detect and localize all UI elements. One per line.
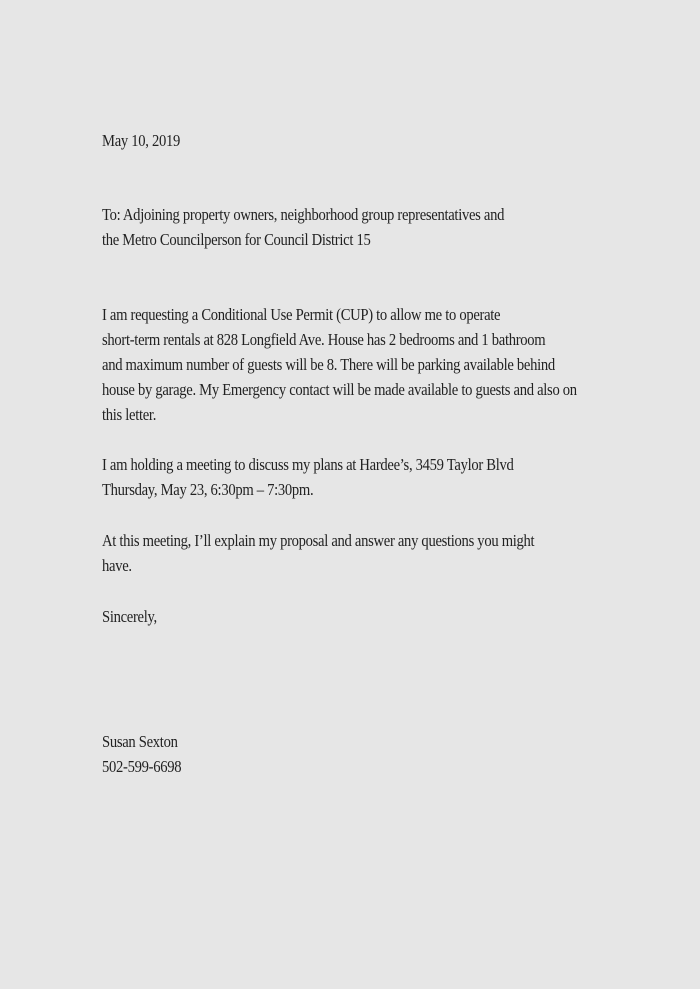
signature-phone: 502-599-6698: [102, 757, 182, 776]
proposal-line-1: At this meeting, I’ll explain my proposal and answer any questions you might: [102, 531, 535, 550]
meeting-line-1: I am holding a meeting to discuss my plans at Hardee’s, 3459 Taylor Blvd: [102, 455, 514, 474]
closing-text: Sincerely,: [102, 607, 157, 626]
recipients-line-2: the Metro Councilperson for Council District 15: [102, 230, 371, 249]
request-line-2: short-term rentals at 828 Longfield Ave. House has 2 bedrooms and 1 bathroom: [102, 330, 546, 349]
request-line-4: house by garage. My Emergency contact will be made available to guests and also on: [102, 380, 577, 399]
signature-name: Susan Sexton: [102, 732, 178, 751]
proposal-line-2: have.: [102, 556, 132, 575]
recipients-line-1: To: Adjoining property owners, neighborhood group representatives and: [102, 205, 505, 224]
request-line-3: and maximum number of guests will be 8. There will be parking available behind: [102, 355, 555, 374]
letter-date: May 10, 2019: [102, 131, 181, 150]
request-line-5: this letter.: [102, 405, 157, 424]
meeting-line-2: Thursday, May 23, 6:30pm – 7:30pm.: [102, 480, 314, 499]
request-line-1: I am requesting a Conditional Use Permit (CUP) to allow me to operate: [102, 305, 501, 324]
